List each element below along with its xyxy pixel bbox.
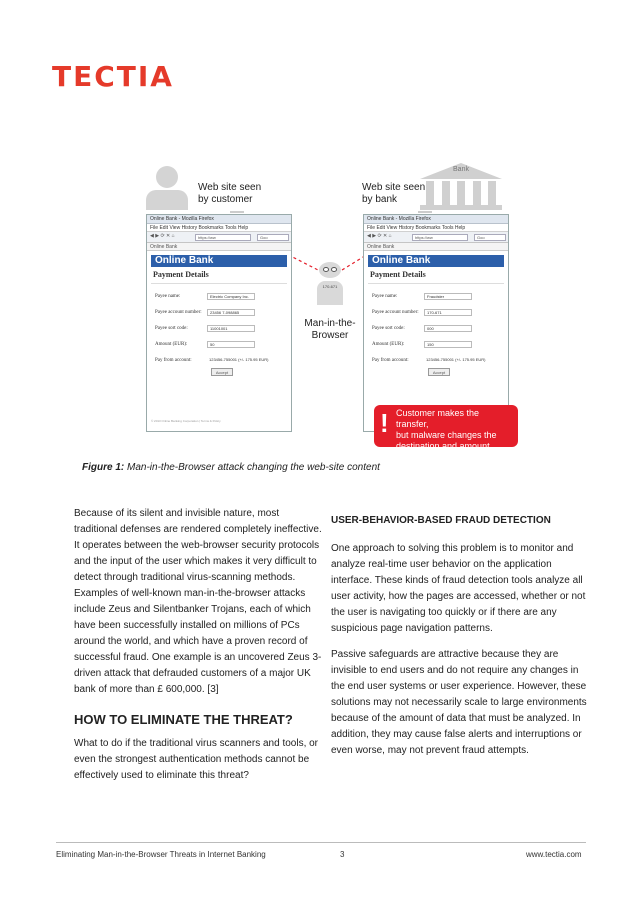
bank-icon: Bank: [420, 163, 502, 211]
browser-nav-bar: ◀ ▶ ⟳ ✕ ⌂ https://ww Goo: [147, 232, 291, 243]
customer-browser-window: Online Bank - Mozilla Firefox File Edit View History Bookmarks Tools Help ◀ ▶ ⟳ ✕ ⌂ https://ww Goo Online Bank Online Bank Payment Details Payee name: Electric Company Inc. Payee account number: 23456 7-098865 Payee sort code: 11001001 Amount (EUR): 50 Pay from account: 123456-755001 (+/- 175.95 EUR) Accept © 2013 Online Banking Corporation | Terms & Policy: [146, 214, 292, 432]
right-para-2: Passive safeguards are attractive because they are invisible to end users and do not require any changes in the end user systems or user experience. However, these solutions may not necessarily scale to large environments because of the amount of data that must be analyzed. In addition, they may cause false alerts and interruptions or even worse, may not prevent fraud attempts.: [331, 649, 587, 756]
page-number: 3: [340, 850, 345, 859]
footer-divider: [56, 842, 586, 843]
section-heading-eliminate: HOW TO ELIMINATE THE THREAT?: [74, 712, 293, 727]
footer-url[interactable]: www.tectia.com: [526, 850, 582, 859]
accept-button: Accept: [211, 368, 233, 376]
right-para-1: One approach to solving this problem is to monitor and analyze real-time user behavior on the application interface. These kinds of fraud detection tools analyze all user activity, how the pages are accessed, whether or not the user is navigating too quickly or if there are any suspicious page navigation patterns.: [331, 543, 586, 634]
man-in-the-browser-icon: 170-671: [313, 262, 347, 312]
left-para-2: What to do if the traditional virus scanners and tools, or even the strongest authentication methods cannot be effectively used to eliminate this threat?: [74, 738, 319, 781]
payment-form: Payee name: Electric Company Inc. Payee account number: 23456 7-098865 Payee sort code: 11001001 Amount (EUR): 50 Pay from account: 123456-755001 (+/- 175.95 EUR) Accept: [151, 283, 287, 376]
customer-person-icon: [146, 166, 188, 210]
left-para-1: Because of its silent and invisible nature, most traditional defenses are rendered completely ineffective. It operates between the web-browser security protocols and the input of the user which makes it very difficult to detect through traditional virus-scanning methods. Examples of well-known man-in-the-browser attacks include Zeus and Silentbanker Trojans, each of which have been successfully installed on millions of PCs around the world, and which have a proven record of successful fraud. One example is an uncovered Zeus 3-driven attack that defrauded customers of a major UK bank of more than £ 600,000. [3]: [74, 508, 322, 695]
tectia-logo: TECTIA: [52, 60, 174, 93]
customer-label: Web site seen by customer: [198, 182, 262, 205]
right-column: [331, 509, 589, 769]
nav-arrows-icon: ◀ ▶ ⟳ ✕ ⌂: [150, 233, 175, 239]
left-column: [74, 506, 322, 794]
footer-title: Eliminating Man-in-the-Browser Threats in Internet Banking: [56, 850, 266, 859]
accept-button: Accept: [428, 368, 450, 376]
bank-label: Web site seen by bank: [362, 182, 426, 205]
figure-caption: Figure 1: Man-in-the-Browser attack changing the web-site content: [82, 462, 380, 473]
nav-arrows-icon: ◀ ▶ ⟳ ✕ ⌂: [367, 233, 392, 239]
mitb-label: Man-in-the- Browser: [304, 318, 356, 341]
section-heading-fraud-detection: USER-BEHAVIOR-BASED FRAUD DETECTION: [331, 515, 551, 526]
bank-browser-window: Online Bank - Mozilla Firefox File Edit View History Bookmarks Tools Help ◀ ▶ ⟳ ✕ ⌂ https://ww Goo Online Bank Online Bank Payment Details Payee name: Fraudster Payee account number: 170-671 Payee sort code: 000 Amount (EUR): 150 Pay from account: 123456-755001 (+/- 175.95 EUR) Accept: [363, 214, 509, 432]
browser-nav-bar: ◀ ▶ ⟳ ✕ ⌂ https://ww Goo: [364, 232, 508, 243]
malware-alert-box: ! Customer makes the transfer, but malware changes the destination and amount.: [374, 405, 518, 447]
exclamation-icon: !: [380, 408, 389, 438]
payment-form: Payee name: Fraudster Payee account number: 170-671 Payee sort code: 000 Amount (EUR): 150 Pay from account: 123456-755001 (+/- 175.95 EUR) Accept: [368, 283, 504, 376]
